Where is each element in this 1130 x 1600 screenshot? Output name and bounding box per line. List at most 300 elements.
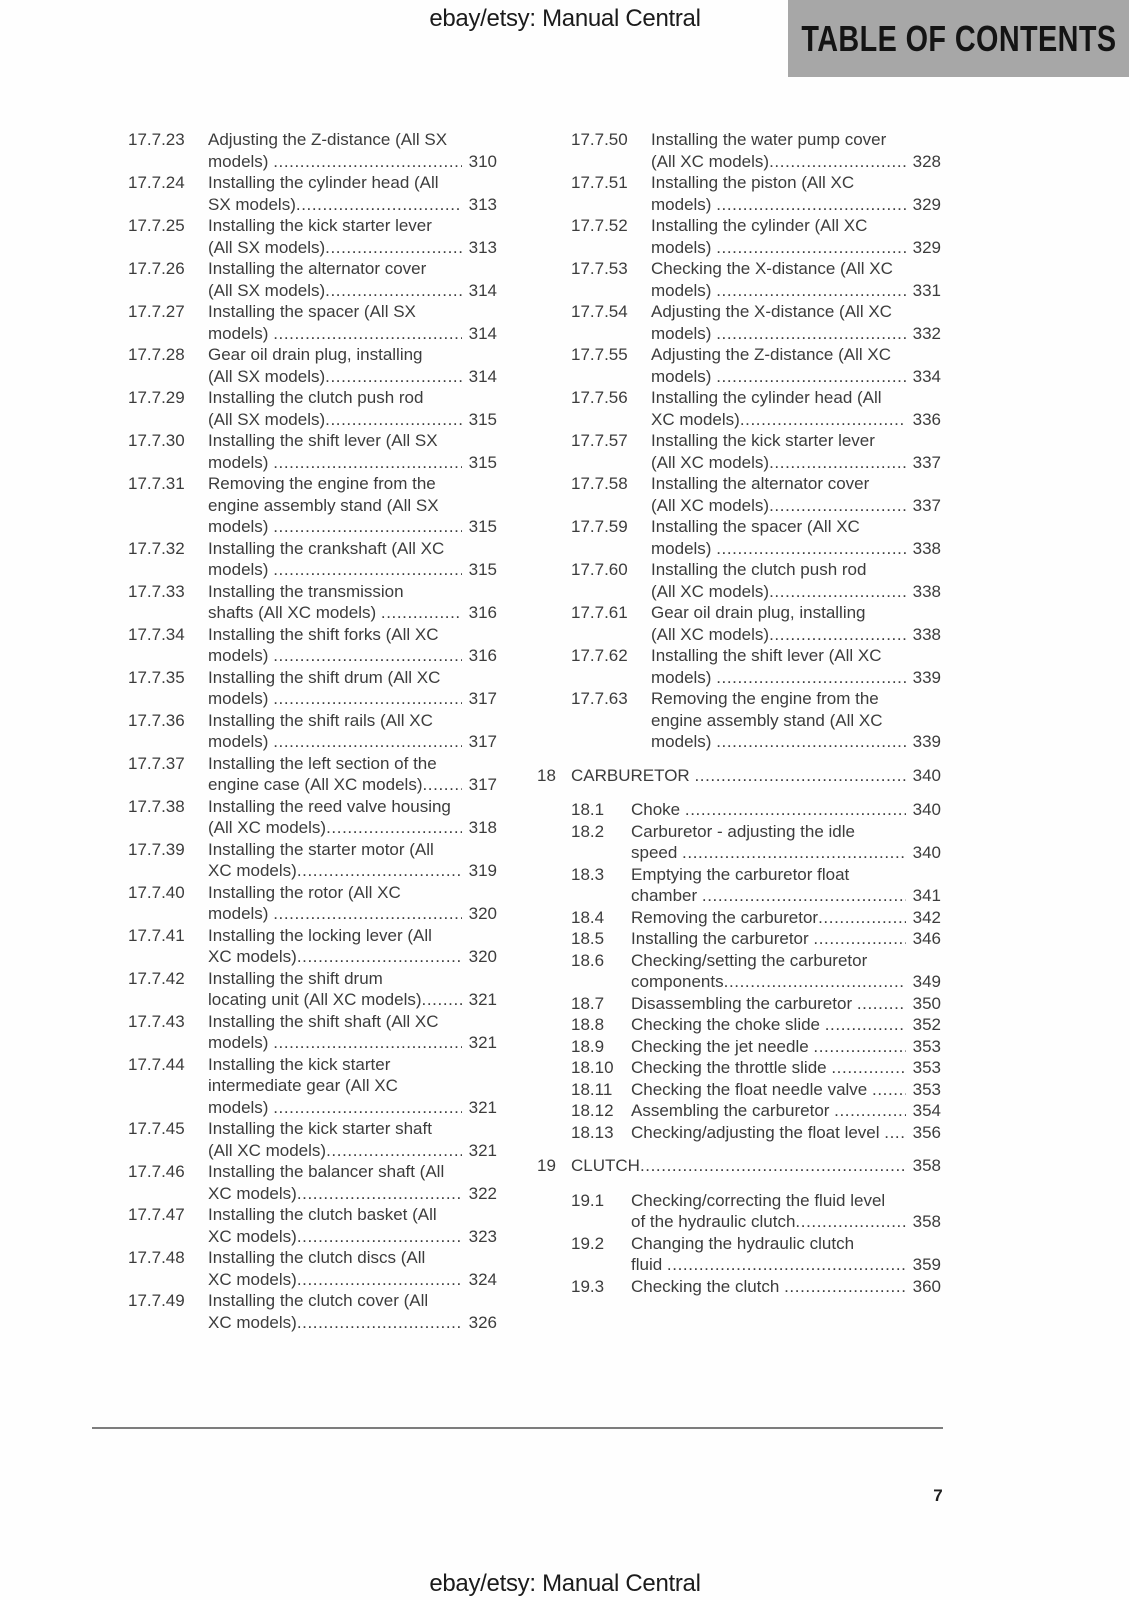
toc-entry-page: 359 [912, 1255, 941, 1274]
toc-entry-page: 317 [468, 689, 497, 708]
dot-leader [716, 237, 905, 259]
toc-entry-text: (All XC models) [651, 151, 770, 171]
toc-entry-page: 342 [912, 907, 941, 927]
toc-entry-number: 17.7.31 [128, 474, 185, 493]
toc-entry-page: 316 [468, 603, 497, 622]
toc-entry-line: Installing the clutch push rod [651, 560, 867, 579]
toc-entry-line [571, 1155, 941, 1177]
toc-entry-page: 314 [468, 323, 497, 343]
toc-entry-title [208, 753, 497, 796]
toc-entry-line [631, 1211, 941, 1233]
toc-entry-title [571, 765, 941, 787]
toc-entry-number: 18.9 [571, 1036, 605, 1056]
dot-leader [297, 946, 462, 968]
toc-entry-line [208, 817, 497, 839]
toc-entry-line: Changing the hydraulic clutch [631, 1233, 855, 1253]
toc-entry-number: 17.7.34 [128, 624, 185, 644]
toc-entry-text: speed [631, 843, 683, 862]
toc-entry-number: 19 [537, 1156, 556, 1175]
toc-entry [571, 430, 941, 473]
toc-entry-number: 17.7.40 [128, 882, 185, 902]
dot-leader [694, 765, 905, 787]
toc-entry-title [208, 1290, 497, 1333]
dot-leader [769, 452, 906, 474]
toc-entry [128, 1161, 497, 1204]
dot-leader [326, 817, 462, 839]
toc-entry-line [631, 799, 941, 821]
toc-entry-page: 337 [912, 452, 941, 472]
toc-entry-text: models) [651, 366, 717, 386]
toc-entry-text: models) [208, 517, 274, 536]
toc-entry-page: 341 [912, 886, 941, 905]
toc-entry-line [631, 1122, 941, 1144]
toc-entry-title [651, 645, 941, 688]
toc-entry-line [631, 971, 941, 993]
toc-entry-number: 17.7.35 [128, 667, 185, 687]
toc-entry-text: XC models) [208, 1226, 297, 1246]
toc-entry-text: models) [208, 646, 274, 665]
toc-entry [571, 258, 941, 301]
toc-entry-number: 17.7.29 [128, 388, 185, 407]
toc-entry-page: 321 [468, 1097, 497, 1117]
toc-entry-line [208, 409, 497, 431]
toc-entry-line [631, 1079, 941, 1101]
toc-entry-page: 323 [468, 1226, 497, 1246]
toc-entry-line [631, 907, 941, 929]
toc-entry-number: 17.7.33 [128, 581, 185, 601]
toc-entry-page: 315 [468, 452, 497, 472]
toc-entry-line [208, 559, 497, 581]
toc-entry-page: 328 [912, 151, 941, 171]
toc-entry-text: Assembling the carburetor [631, 1101, 835, 1120]
toc-entry-line: Installing the left section of the [208, 753, 437, 773]
toc-entry-text: (All XC models) [208, 1140, 327, 1160]
toc-entry-line [651, 581, 941, 603]
toc-entry [128, 624, 497, 667]
dot-leader [834, 1100, 905, 1122]
dot-leader [818, 907, 906, 929]
toc-entry-title [208, 344, 497, 387]
toc-entry-title [651, 344, 941, 387]
toc-entry-title [208, 538, 497, 581]
toc-entry-title [651, 129, 941, 172]
toc-entry-line [651, 280, 941, 302]
toc-entry-title [208, 1204, 497, 1247]
toc-entry-text: XC models) [651, 409, 740, 429]
toc-entry-title [208, 1161, 497, 1204]
toc-entry-text: (All SX models) [208, 409, 326, 429]
toc-entry-number: 17.7.23 [128, 130, 185, 149]
toc-entry-text: SX models) [208, 194, 296, 214]
toc-section-entry [537, 1155, 941, 1177]
toc-entry-line [631, 1014, 941, 1036]
toc-entry [571, 172, 941, 215]
toc-entry-text: models) [208, 151, 274, 171]
toc-entry-line: Checking the X-distance (All XC [651, 259, 893, 278]
toc-entry-page: 336 [912, 409, 941, 429]
toc-entry-text: (All SX models) [208, 237, 326, 257]
dot-leader [273, 516, 461, 538]
toc-entry-number: 19.3 [571, 1276, 605, 1296]
toc-entry-title [631, 1057, 941, 1079]
toc-entry-number: 17.7.32 [128, 538, 185, 558]
toc-entry [571, 129, 941, 172]
toc-entry-page: 360 [912, 1276, 941, 1296]
toc-entry-title [208, 581, 497, 624]
toc-entry-line [208, 860, 497, 882]
toc-entry-text: Checking the jet needle [631, 1036, 814, 1056]
toc-entry-page: 353 [912, 1079, 941, 1099]
dot-leader [273, 645, 461, 667]
toc-entry-text: models) [651, 667, 717, 687]
toc-entry-title [631, 1100, 941, 1122]
toc-entry-line: Installing the clutch push rod [208, 388, 424, 407]
toc-entry-line: Adjusting the X-distance (All XC [651, 302, 892, 321]
toc-entry-title [651, 215, 941, 258]
toc-entry-line: Installing the locking lever (All [208, 925, 432, 945]
toc-column-right [537, 129, 941, 1297]
dot-leader [740, 409, 906, 431]
toc-entry-line [208, 602, 497, 624]
toc-entry-page: 334 [912, 366, 941, 386]
toc-entry-line [651, 538, 941, 560]
toc-entry-line [651, 452, 941, 474]
dot-leader [884, 1122, 905, 1144]
toc-entry-title [208, 839, 497, 882]
toc-entry [128, 215, 497, 258]
toc-entry-page: 321 [468, 990, 497, 1009]
dot-leader [297, 1312, 462, 1334]
toc-entry-title [651, 559, 941, 602]
toc-entry [128, 796, 497, 839]
toc-entry-text: fluid [631, 1255, 667, 1274]
toc-entry-page: 358 [912, 1212, 941, 1231]
toc-entry [571, 1233, 941, 1276]
toc-entry-title [631, 1190, 941, 1233]
toc-entry-text: CARBURETOR [571, 765, 695, 785]
toc-entry [128, 473, 497, 538]
toc-entry-text: Choke [631, 800, 685, 819]
toc-entry-page: 314 [468, 280, 497, 300]
toc-entry-line [651, 366, 941, 388]
toc-entry-title [631, 928, 941, 950]
toc-entry-title [208, 1247, 497, 1290]
toc-entry-number: 17.7.48 [128, 1248, 185, 1267]
dot-leader [667, 1254, 906, 1276]
toc-entry-page: 350 [912, 993, 941, 1013]
toc-entry-page: 318 [468, 818, 497, 837]
toc-entry-text: Checking the float needle valve [631, 1079, 872, 1099]
toc-entry-line [208, 280, 497, 302]
toc-entry-page: 338 [912, 538, 941, 558]
toc-entry [571, 907, 941, 929]
dot-leader [716, 538, 905, 560]
toc-entry-title [208, 473, 497, 538]
dot-leader [702, 885, 906, 907]
toc-entry-number: 18.1 [571, 800, 605, 819]
toc-entry-number: 17.7.44 [128, 1054, 185, 1074]
toc-entry-number: 17.7.60 [571, 560, 628, 579]
toc-entry [128, 1204, 497, 1247]
watermark-bottom: ebay/etsy: Manual Central [429, 1570, 701, 1597]
toc-entry-text: XC models) [208, 861, 297, 880]
toc-entry-text: XC models) [208, 1183, 297, 1203]
dot-leader [685, 799, 906, 821]
toc-entry-text: XC models) [208, 1269, 297, 1289]
dot-leader [769, 495, 906, 517]
toc-entry-number: 17.7.62 [571, 646, 628, 665]
toc-entry-text: of the hydraulic clutch [631, 1212, 796, 1231]
toc-entry [571, 928, 941, 950]
footer-rule [92, 1427, 943, 1429]
toc-section-entry [537, 765, 941, 787]
toc-entry-line: Installing the kick starter [208, 1054, 391, 1074]
toc-entry-page: 339 [912, 667, 941, 687]
toc-entry-page: 338 [912, 624, 941, 644]
toc-entry-line [208, 323, 497, 345]
toc-entry [571, 344, 941, 387]
toc-entry-number: 17.7.41 [128, 925, 185, 945]
toc-entry-line [208, 516, 497, 538]
toc-entry-text: models) [208, 560, 274, 579]
toc-entry-line: Installing the reed valve housing [208, 796, 451, 816]
toc-entry-line: Installing the clutch cover (All [208, 1291, 429, 1310]
toc-entry [128, 430, 497, 473]
toc-entry-page: 337 [912, 495, 941, 515]
toc-entry [128, 1054, 497, 1119]
toc-entry-title [651, 301, 941, 344]
toc-entry-text: models) [651, 237, 717, 257]
toc-entry-line: Installing the clutch basket (All [208, 1205, 437, 1224]
toc-entry-number: 19.2 [571, 1233, 605, 1253]
toc-entry-number: 17.7.45 [128, 1119, 185, 1138]
toc-entry [571, 688, 941, 753]
toc-entry-title [631, 1079, 941, 1101]
toc-entry-line: Installing the starter motor (All [208, 839, 434, 859]
dot-leader [273, 688, 461, 710]
toc-entry [571, 1190, 941, 1233]
toc-entry-text: Removing the carburetor [631, 907, 819, 927]
toc-entry-number: 17.7.39 [128, 839, 185, 859]
toc-entry-line [651, 194, 941, 216]
toc-entry-text: chamber [631, 886, 702, 905]
toc-entry-line: Installing the transmission [208, 581, 404, 601]
toc-entry-number: 17.7.36 [128, 710, 185, 730]
toc-entry-text: models) [651, 194, 717, 214]
dot-leader [325, 280, 461, 302]
toc-entry-page: 314 [468, 366, 497, 386]
toc-entry-text: Checking/adjusting the float level [631, 1122, 885, 1142]
dot-leader [716, 323, 905, 345]
toc-entry-line: intermediate gear (All XC [208, 1076, 398, 1095]
toc-entry-page: 329 [912, 194, 941, 214]
toc-entry [571, 1122, 941, 1144]
toc-entry-text: Checking the throttle slide [631, 1058, 832, 1077]
toc-entry-title [208, 882, 497, 925]
toc-entry-page: 353 [912, 1058, 941, 1077]
toc-entry-text: (All SX models) [208, 280, 326, 300]
toc-entry [571, 215, 941, 258]
toc-entry-line [208, 194, 497, 216]
toc-entry-line [651, 409, 941, 431]
toc-entry-number: 17.7.49 [128, 1291, 185, 1310]
toc-entry-line: Installing the cylinder head (All [651, 388, 882, 407]
toc-entry-number: 17.7.43 [128, 1011, 185, 1031]
toc-entry-line [208, 452, 497, 474]
toc-entry-line: Installing the spacer (All SX [208, 302, 416, 321]
toc-entry-text: models) [651, 280, 717, 300]
toc-entry [571, 387, 941, 430]
dot-leader [326, 1140, 462, 1162]
toc-entry [571, 1014, 941, 1036]
toc-entry-line [651, 323, 941, 345]
toc-entry-line: Installing the kick starter shaft [208, 1119, 432, 1138]
toc-entry-title [208, 172, 497, 215]
toc-entry-number: 17.7.55 [571, 345, 628, 364]
dot-leader [813, 1036, 905, 1058]
toc-entry-line [631, 1276, 941, 1298]
toc-entry-number: 18 [537, 765, 556, 785]
toc-entry-title [631, 1014, 941, 1036]
toc-entry-title [208, 387, 497, 430]
toc-entry-page: 340 [912, 843, 941, 862]
toc-entry-line [208, 645, 497, 667]
toc-entry-page: 356 [912, 1122, 941, 1142]
header-title-box [788, 0, 1129, 77]
toc-entry-number: 18.13 [571, 1122, 614, 1142]
toc-entry [128, 344, 497, 387]
toc-entry-line: Installing the kick starter lever [651, 431, 875, 450]
dot-leader [273, 323, 461, 345]
toc-entry-title [651, 387, 941, 430]
dot-leader [682, 842, 906, 864]
toc-entry-line: Installing the water pump cover [651, 130, 887, 149]
toc-entry-title [631, 799, 941, 821]
toc-entry-page: 339 [912, 732, 941, 751]
toc-entry-title [208, 710, 497, 753]
toc-entry-title [631, 950, 941, 993]
toc-entry-line: Installing the piston (All XC [651, 173, 855, 192]
toc-entry-text: (All SX models) [208, 366, 326, 386]
toc-entry [128, 925, 497, 968]
toc-entry-text: Checking the clutch [631, 1276, 785, 1296]
toc-entry-number: 18.8 [571, 1015, 605, 1034]
toc-entry [571, 1036, 941, 1058]
toc-entry-line [208, 366, 497, 388]
toc-entry-line [208, 151, 497, 173]
toc-entry-page: 326 [468, 1312, 497, 1332]
toc-entry-line [631, 1254, 941, 1276]
toc-entry [571, 821, 941, 864]
toc-entry-number: 17.7.57 [571, 431, 628, 450]
toc-entry-page: 353 [912, 1036, 941, 1056]
toc-entry-page: 322 [468, 1183, 497, 1203]
toc-entry-page: 354 [912, 1101, 941, 1120]
toc-entry-page: 320 [468, 904, 497, 923]
toc-entry-title [651, 602, 941, 645]
toc-entry-text: Installing the carburetor [631, 929, 814, 948]
toc-entry-title [208, 1118, 497, 1161]
toc-entry-line [631, 842, 941, 864]
toc-entry-line [208, 903, 497, 925]
toc-entry-line [651, 151, 941, 173]
toc-entry-title [651, 258, 941, 301]
dot-leader [273, 151, 461, 173]
toc-entry-line: Installing the shift drum [208, 968, 383, 988]
toc-entry-line [208, 1097, 497, 1119]
toc-entry-line [631, 1057, 941, 1079]
toc-entry-line [208, 731, 497, 753]
toc-entry-title [208, 1054, 497, 1119]
toc-entry-line [631, 885, 941, 907]
toc-entry [571, 516, 941, 559]
toc-entry-title [631, 1036, 941, 1058]
toc-entry-line: Installing the cylinder (All XC [651, 216, 868, 235]
toc-entry-line: Installing the shift lever (All SX [208, 431, 438, 450]
dot-leader [857, 993, 906, 1015]
toc-entry [128, 387, 497, 430]
toc-entry-line: Checking/setting the carburetor [631, 950, 868, 970]
dot-leader [422, 989, 462, 1011]
toc-entry [128, 1247, 497, 1290]
toc-entry-number: 18.6 [571, 950, 605, 970]
toc-entry-number: 17.7.47 [128, 1205, 185, 1224]
toc-entry-page: 338 [912, 581, 941, 601]
toc-entry-title [651, 516, 941, 559]
toc-entry [571, 1276, 941, 1298]
watermark-top: ebay/etsy: Manual Central [429, 5, 701, 32]
toc-entry-number: 18.12 [571, 1101, 614, 1120]
toc-entry-number: 18.4 [571, 907, 605, 927]
toc-entry-line: Carburetor - adjusting the idle [631, 821, 855, 841]
toc-entry-page: 317 [468, 775, 497, 794]
toc-entry-title [631, 1276, 941, 1298]
toc-entry-line [651, 667, 941, 689]
toc-entry-text: Checking the choke slide [631, 1015, 825, 1034]
toc-entry-title [651, 688, 941, 753]
toc-entry-number: 17.7.59 [571, 517, 628, 536]
dot-leader [716, 280, 905, 302]
toc-entry-page: 320 [468, 947, 497, 966]
toc-entry-number: 17.7.50 [571, 130, 628, 149]
toc-entry-text: shafts (All XC models) [208, 603, 381, 622]
dot-leader [640, 1155, 906, 1177]
toc-entry-line [208, 688, 497, 710]
toc-entry [128, 581, 497, 624]
toc-entry [128, 1118, 497, 1161]
toc-entry-number: 18.3 [571, 864, 605, 884]
toc-entry-text: models) [651, 323, 717, 343]
toc-entry [128, 301, 497, 344]
dot-leader [273, 731, 461, 753]
toc-entry [128, 1290, 497, 1333]
toc-entry-number: 17.7.28 [128, 345, 185, 364]
toc-entry-title [631, 821, 941, 864]
toc-entry-line: Installing the shift rails (All XC [208, 710, 433, 730]
dot-leader [831, 1057, 905, 1079]
toc-entry-text: Disassembling the carburetor [631, 993, 857, 1013]
toc-entry-page: 321 [468, 1140, 497, 1160]
dot-leader [716, 194, 905, 216]
toc-entry-text: CLUTCH [571, 1156, 640, 1175]
toc-entry-number: 17.7.42 [128, 968, 185, 988]
dot-leader [325, 237, 461, 259]
toc-entry-title [208, 430, 497, 473]
toc-entry [571, 1100, 941, 1122]
toc-entry-number: 17.7.30 [128, 431, 185, 450]
toc-entry-page: 315 [468, 517, 497, 536]
toc-entry-line: Gear oil drain plug, installing [208, 345, 423, 364]
